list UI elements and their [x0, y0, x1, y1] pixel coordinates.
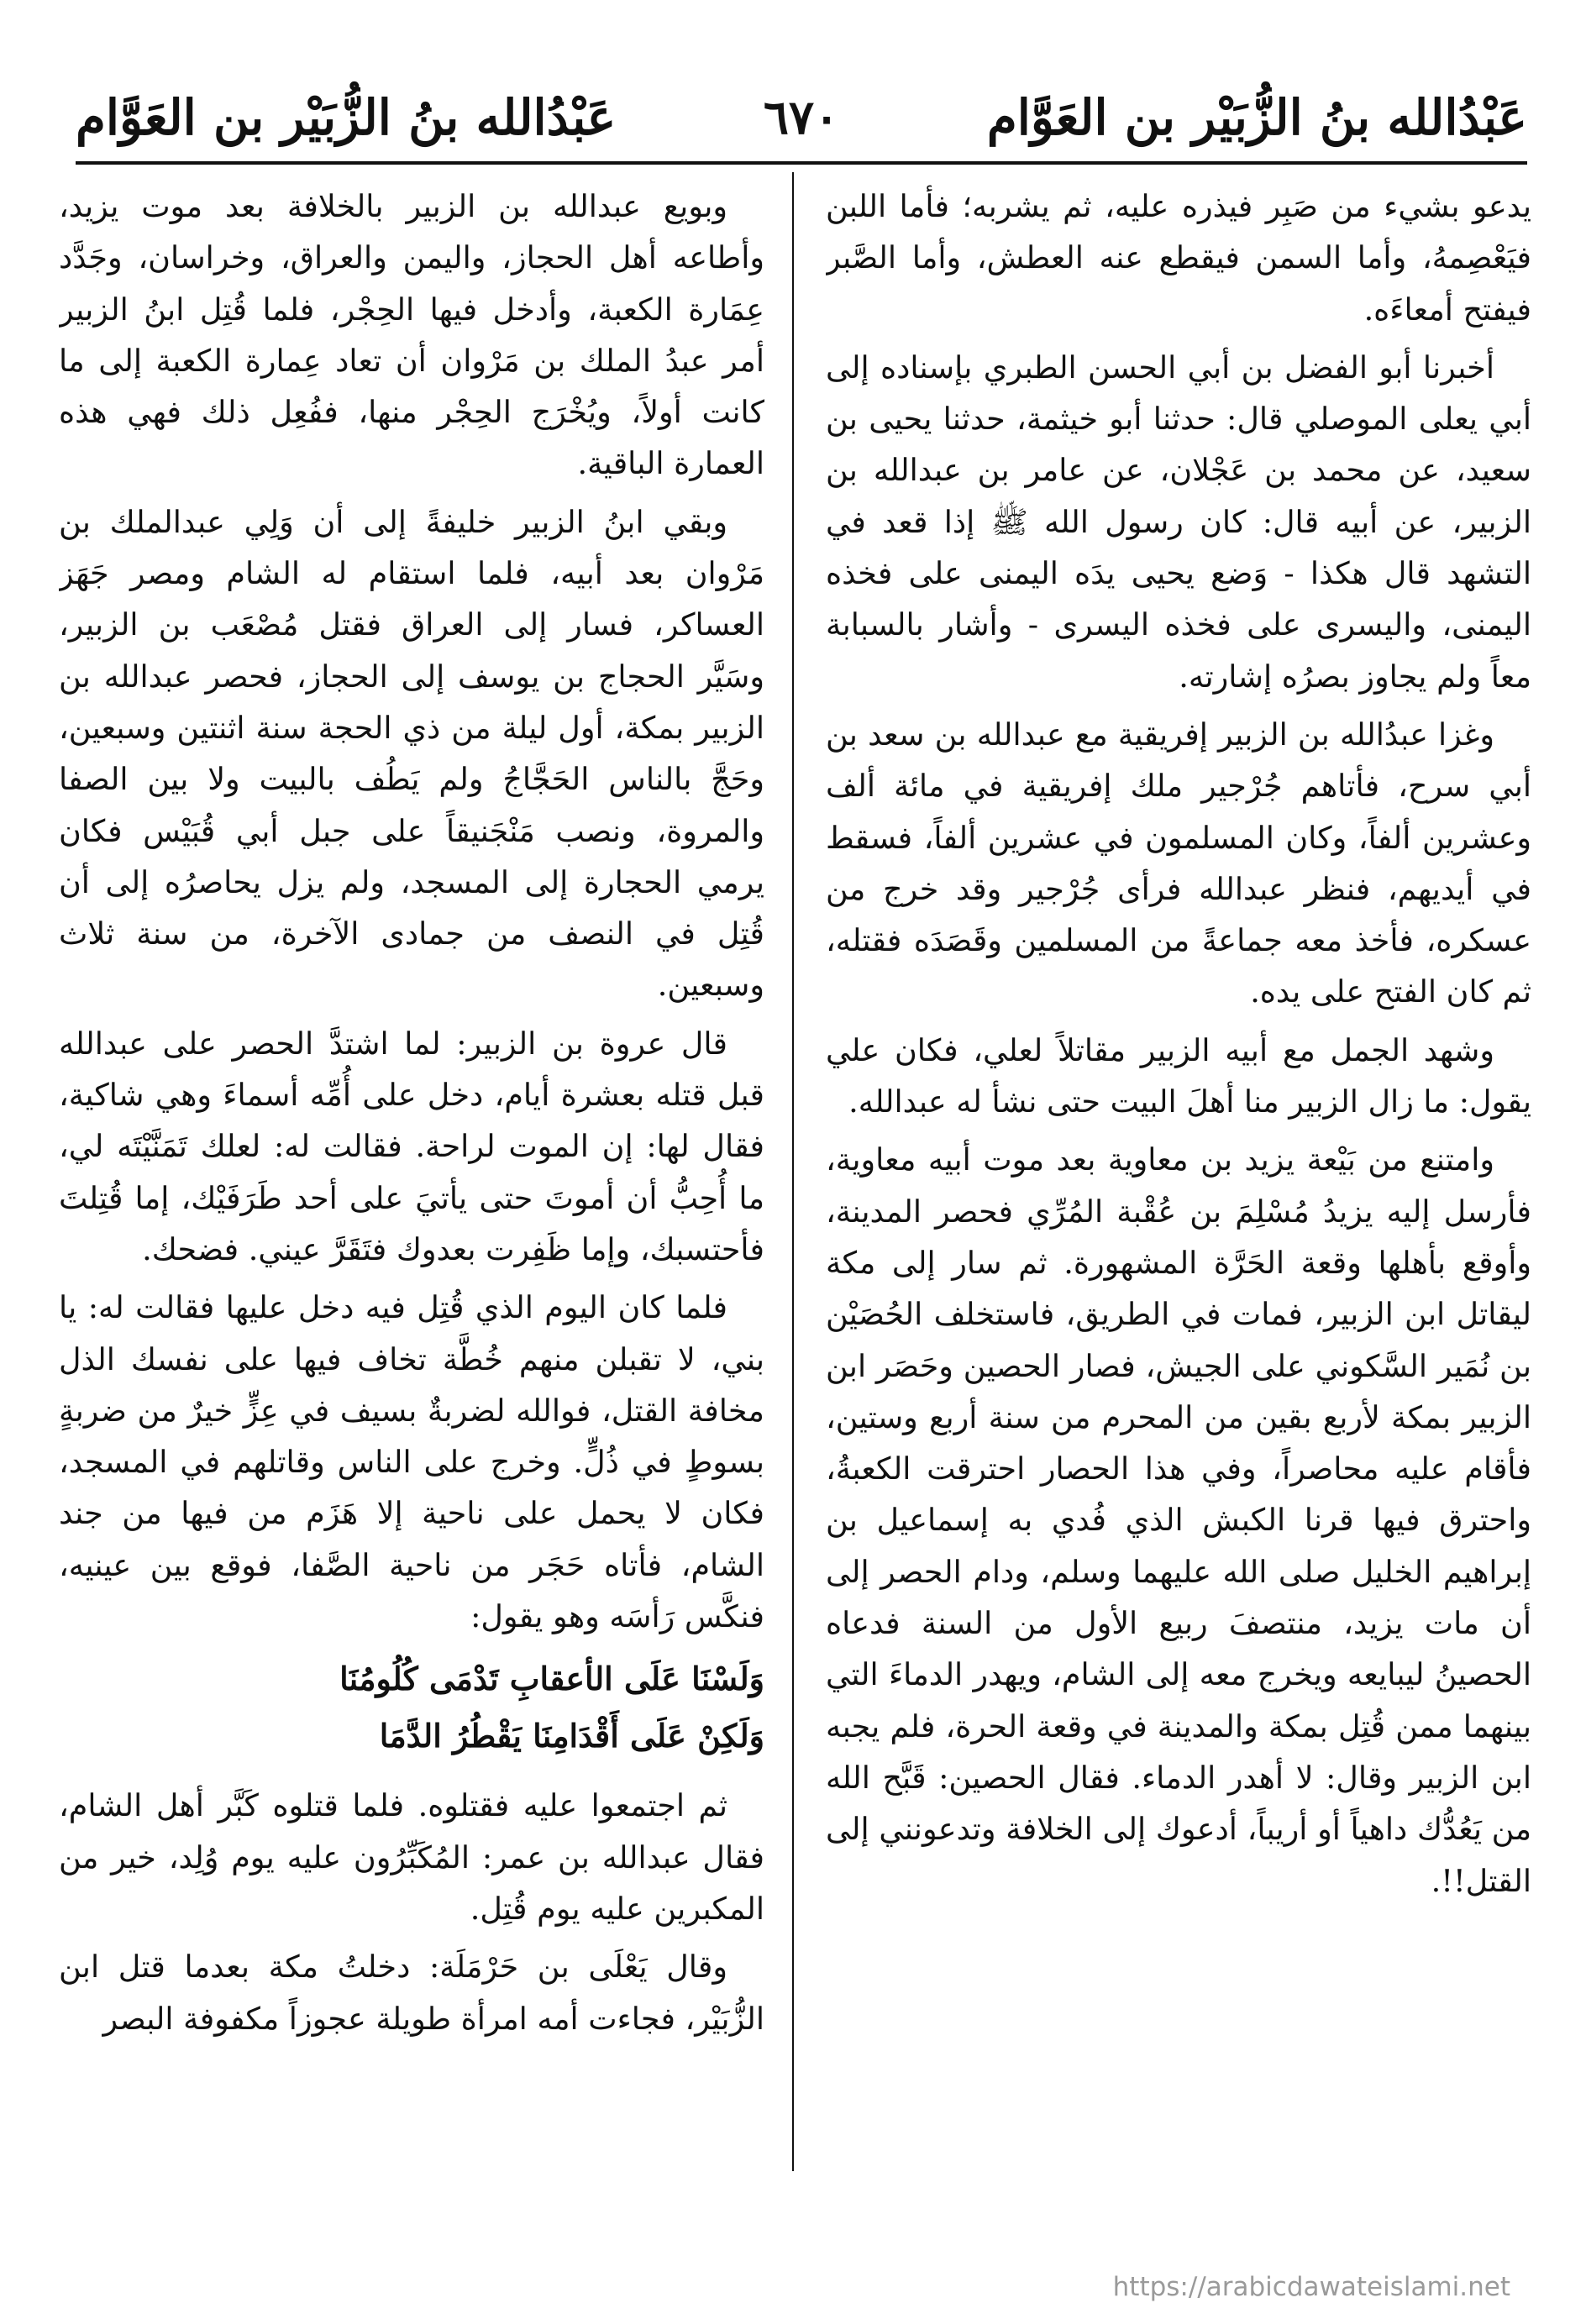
right-column — [826, 181, 1531, 2188]
paragraph: يدعو بشيء من صَبِر فيذره عليه، ثم يشربه؛ فأما اللبن فيَعْصِمهُ، وأما السمن فيقطع عنه العطش، وأما الصَّبر فيفتح أمعاءَه. — [826, 188, 1531, 328]
watermark-url: https://arabicdawateislami.net — [1112, 2272, 1510, 2302]
header-rule — [76, 161, 1527, 165]
page-header — [76, 80, 1527, 155]
column-divider — [792, 172, 794, 2171]
paragraph: وبويع عبدالله بن الزبير بالخلافة بعد موت يزيد، وأطاعه أهل الحجاز، واليمن والعراق، وخراسان، وجَدَّد عِمَارة الكعبة، وأدخل فيها الحِجْر، فلما قُتِل ابنُ الزبير أمر عبدُ الملك بن مَرْوان أن تعاد عِمارة الكعبة إلى ما كانت أولاً، ويُخْرَج الحِجْر منها، ففُعِل ذلك فهي هذه العمارة الباقية. — [59, 188, 764, 482]
poem-verse — [59, 1650, 764, 1765]
paragraph: ثم اجتمعوا عليه فقتلوه. فلما قتلوه كَبَّر أهل الشام، فقال عبدالله بن عمر: المُكَبِّرُون عليه يوم وُلِد، خير من المكبرين عليه يوم قُتِل. — [59, 1787, 764, 1927]
page-number: ٦٧٠ — [763, 90, 840, 145]
left-column — [59, 181, 764, 2188]
running-title-left: عَبْدُالله بنُ الزُّبَيْر بن العَوَّام — [76, 89, 617, 146]
paragraph: وغزا عبدُالله بن الزبير إفريقية مع عبدالله بن سعد بن أبي سرح، فأتاهم جُرْجير ملك إفريقية في مائة ألف وعشرين ألفاً، وكان المسلمون في عشرين ألفاً، فسقط في أيديهم، فنظر عبدالله فرأى جُرْجير وقد خرج من عسكره، فأخذ معه جماعةً من المسلمين وقَصَدَه فقتله، ثم كان الفتح على يده. — [826, 716, 1531, 1010]
paragraph: وقال يَعْلَى بن حَرْمَلَة: دخلتُ مكة بعدما قتل ابن الزُّبَيْر، فجاءت أمه امرأة طويلة عجوزاً مكفوفة البصر — [59, 1949, 764, 2037]
paragraph: أخبرنا أبو الفضل بن أبي الحسن الطبري بإسناده إلى أبي يعلى الموصلي قال: حدثنا أبو خيثمة، حدثنا يحيى بن سعيد، عن محمد بن عَجْلان، عن عامر بن عبدالله بن الزبير، عن أبيه قال: كان رسول الله ﷺ إذا قعد في التشهد قال هكذا - وَضع يحيى يدَه اليمنى على فخذه اليمنى، واليسرى على فخذه اليسرى - وأشار بالسبابة معاً ولم يجاوز بصرُه إشارته. — [826, 349, 1531, 695]
paragraph: وشهد الجمل مع أبيه الزبير مقاتلاً لعلي، فكان علي يقول: ما زال الزبير منا أهلَ البيت حتى نشأ له عبدالله. — [826, 1031, 1531, 1120]
paragraph: قال عروة بن الزبير: لما اشتدَّ الحصر على عبدالله قبل قتله بعشرة أيام، دخل على أُمِّه أسماءَ وهي شاكية، فقال لها: إن الموت لراحة. فقالت له: لعلك تَمَنَّيْتَه لي، ما أُحِبُّ أن أموتَ حتى يأتيَ على أحد طَرَفَيْك، إما قُتِلتَ فأحتسبك، وإما ظَفِرت بعدوك فتَقَرَّ عيني. فضحك. — [59, 1025, 764, 1267]
verse-line-1: وَلَسْنَا عَلَى الأعقابِ تَدْمَى كُلُومُنَا — [339, 1660, 764, 1698]
paragraph: فلما كان اليوم الذي قُتِل فيه دخل عليها فقالت له: يا بني، لا تقبلن منهم خُطَّة تخاف فيها على نفسك الذل مخافة القتل، فوالله لضربةٌ بسيف في عِزٍّ خيرٌ من ضربةٍ بسوطٍ في ذُلٍّ. وخرج على الناس وقاتلهم في المسجد، فكان لا يحمل على ناحية إلا هَزَم من فيها من جند الشام، فأتاه حَجَر من ناحية الصَّفا، فوقع بين عينيه، فنكَّس رَأسَه وهو يقول: — [59, 1289, 764, 1635]
running-title-right: عَبْدُالله بنُ الزُّبَيْر بن العَوَّام — [986, 89, 1527, 146]
paragraph: وبقي ابنُ الزبير خليفةً إلى أن وَلِي عبدالملك بن مَرْوان بعد أبيه، فلما استقام له الشام ومصر جَهَز العساكر، فسار إلى العراق فقتل مُصْعَب بن الزبير، وسَيَّر الحجاج بن يوسف إلى الحجاز، فحصر عبدالله بن الزبير بمكة، أول ليلة من ذي الحجة سنة اثنتين وسبعين، وحَجَّ بالناس الحَجَّاجُ ولم يَطُف بالبيت ولا بين الصفا والمروة، ونصب مَنْجَنيقاً على جبل أبي قُبَيْس فكان يرمي الحجارة إلى المسجد، ولم يزل يحاصرُه إلى أن قُتِل في النصف من جمادى الآخرة، من سنة ثلاث وسبعين. — [59, 503, 764, 1004]
verse-line-2: وَلَكِنْ عَلَى أَقْدَامِنَا يَقْطُرُ الدَّمَا — [379, 1717, 764, 1755]
paragraph: وامتنع من بَيْعة يزيد بن معاوية بعد موت أبيه معاوية، فأرسل إليه يزيدُ مُسْلِمَ بن عُقْبة المُرِّي فحصر المدينة، وأوقع بأهلها وقعة الحَرَّة المشهورة. ثم سار إلى مكة ليقاتل ابن الزبير، فمات في الطريق، فاستخلف الحُصَيْن بن نُمَير السَّكوني على الجيش، فصار الحصين وحَصَر ابن الزبير بمكة لأربع بقين من المحرم من سنة أربع وستين، فأقام عليه محاصراً، وفي هذا الحصار احترقت الكعبةُ، واحترق فيها قرنا الكبش الذي فُدي به إسماعيل بن إبراهيم الخليل صلى الله عليهما وسلم، ودام الحصر إلى أن مات يزيد، منتصفَ ربيع الأول من السنة فدعاه الحصينُ ليبايعه ويخرج معه إلى الشام، ويهدر الدماءَ التي بينهما ممن قُتِل بمكة والمدينة في وقعة الحرة، فلم يجبه ابن الزبير وقال: لا أهدر الدماء. فقال الحصين: قَبَّح الله من يَعُدُّك داهياً أو أريباً، أدعوك إلى الخلافة وتدعونني إلى القتل!!. — [826, 1141, 1531, 1899]
